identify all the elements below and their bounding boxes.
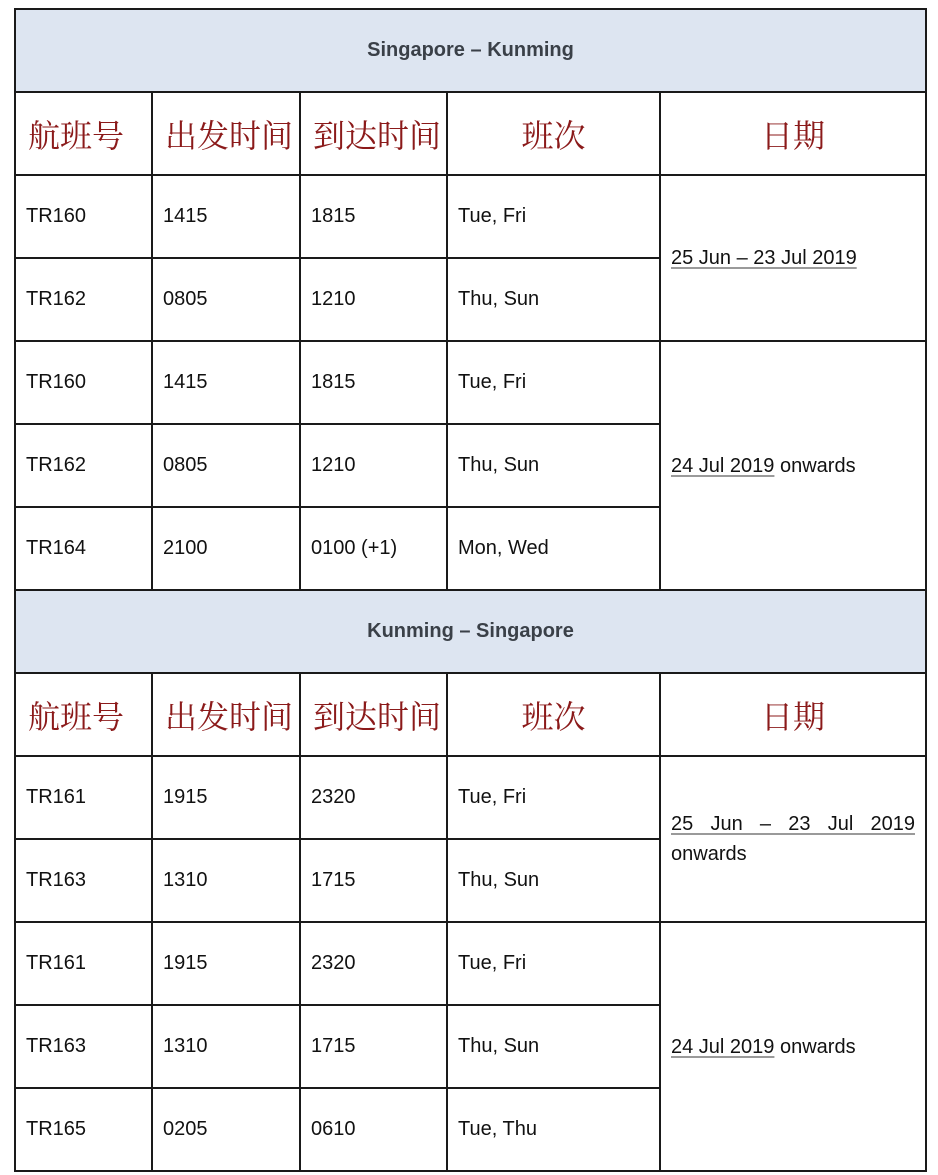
date-period xyxy=(660,341,926,590)
flight-number: TR161 xyxy=(15,756,152,839)
header-flight-number: 航班号 xyxy=(15,92,152,175)
departure-time: 0805 xyxy=(152,258,300,341)
flight-schedule-table xyxy=(14,8,927,1172)
arrival-time: 0100 (+1) xyxy=(300,507,447,590)
operating-days: Tue, Fri xyxy=(447,341,660,424)
route-separator: – xyxy=(464,39,488,61)
header-departure-time: 出发时间 xyxy=(152,673,300,756)
table-row xyxy=(15,175,926,258)
table-row xyxy=(15,922,926,1005)
header-date: 日期 xyxy=(660,673,926,756)
operating-days: Tue, Thu xyxy=(447,1088,660,1171)
departure-time: 1415 xyxy=(152,175,300,258)
route-separator: – xyxy=(453,620,477,642)
departure-time: 0205 xyxy=(152,1088,300,1171)
operating-days: Thu, Sun xyxy=(447,839,660,922)
operating-days: Mon, Wed xyxy=(447,507,660,590)
arrival-time: 1210 xyxy=(300,258,447,341)
flight-number: TR163 xyxy=(15,839,152,922)
departure-time: 1310 xyxy=(152,839,300,922)
route-from: Kunming xyxy=(367,620,454,642)
header-date: 日期 xyxy=(660,92,926,175)
route-to: Singapore xyxy=(476,620,574,642)
route-header-row xyxy=(15,9,926,92)
arrival-time: 0610 xyxy=(300,1088,447,1171)
flight-number: TR163 xyxy=(15,1005,152,1088)
operating-days: Tue, Fri xyxy=(447,922,660,1005)
date-range: 25 Jun – 23 Jul 2019 xyxy=(671,247,857,269)
departure-time: 1915 xyxy=(152,756,300,839)
date-period xyxy=(660,922,926,1171)
operating-days: Thu, Sun xyxy=(447,424,660,507)
flight-number: TR165 xyxy=(15,1088,152,1171)
date-suffix: onwards xyxy=(774,454,856,477)
departure-time: 1310 xyxy=(152,1005,300,1088)
date-range: 25 Jun – 23 Jul 2019 xyxy=(671,813,915,835)
date-range: 24 Jul 2019 xyxy=(671,454,775,477)
header-departure-time: 出发时间 xyxy=(152,92,300,175)
arrival-time: 1815 xyxy=(300,175,447,258)
route-title xyxy=(15,9,926,92)
departure-time: 2100 xyxy=(152,507,300,590)
date-period xyxy=(660,756,926,922)
date-range: 24 Jul 2019 xyxy=(671,1035,775,1058)
route-from: Singapore xyxy=(367,39,465,61)
header-arrival-time: 到达时间 xyxy=(300,673,447,756)
operating-days: Thu, Sun xyxy=(447,258,660,341)
operating-days: Tue, Fri xyxy=(447,175,660,258)
table-row xyxy=(15,341,926,424)
arrival-time: 2320 xyxy=(300,922,447,1005)
arrival-time: 1210 xyxy=(300,424,447,507)
arrival-time: 1815 xyxy=(300,341,447,424)
operating-days: Tue, Fri xyxy=(447,756,660,839)
date-period xyxy=(660,175,926,341)
arrival-time: 1715 xyxy=(300,1005,447,1088)
route-title xyxy=(15,590,926,673)
operating-days: Thu, Sun xyxy=(447,1005,660,1088)
departure-time: 1915 xyxy=(152,922,300,1005)
header-arrival-time: 到达时间 xyxy=(300,92,447,175)
arrival-time: 1715 xyxy=(300,839,447,922)
flight-number: TR162 xyxy=(15,424,152,507)
column-header-row xyxy=(15,673,926,756)
departure-time: 1415 xyxy=(152,341,300,424)
route-to: Kunming xyxy=(487,39,574,61)
header-flight-number: 航班号 xyxy=(15,673,152,756)
flight-number: TR161 xyxy=(15,922,152,1005)
flight-number: TR162 xyxy=(15,258,152,341)
date-suffix: onwards xyxy=(671,843,747,865)
route-header-row xyxy=(15,590,926,673)
table-row xyxy=(15,756,926,839)
header-frequency: 班次 xyxy=(447,92,660,175)
flight-number: TR164 xyxy=(15,507,152,590)
column-header-row xyxy=(15,92,926,175)
arrival-time: 2320 xyxy=(300,756,447,839)
flight-number: TR160 xyxy=(15,341,152,424)
header-frequency: 班次 xyxy=(447,673,660,756)
date-suffix: onwards xyxy=(774,1035,856,1058)
flight-number: TR160 xyxy=(15,175,152,258)
departure-time: 0805 xyxy=(152,424,300,507)
